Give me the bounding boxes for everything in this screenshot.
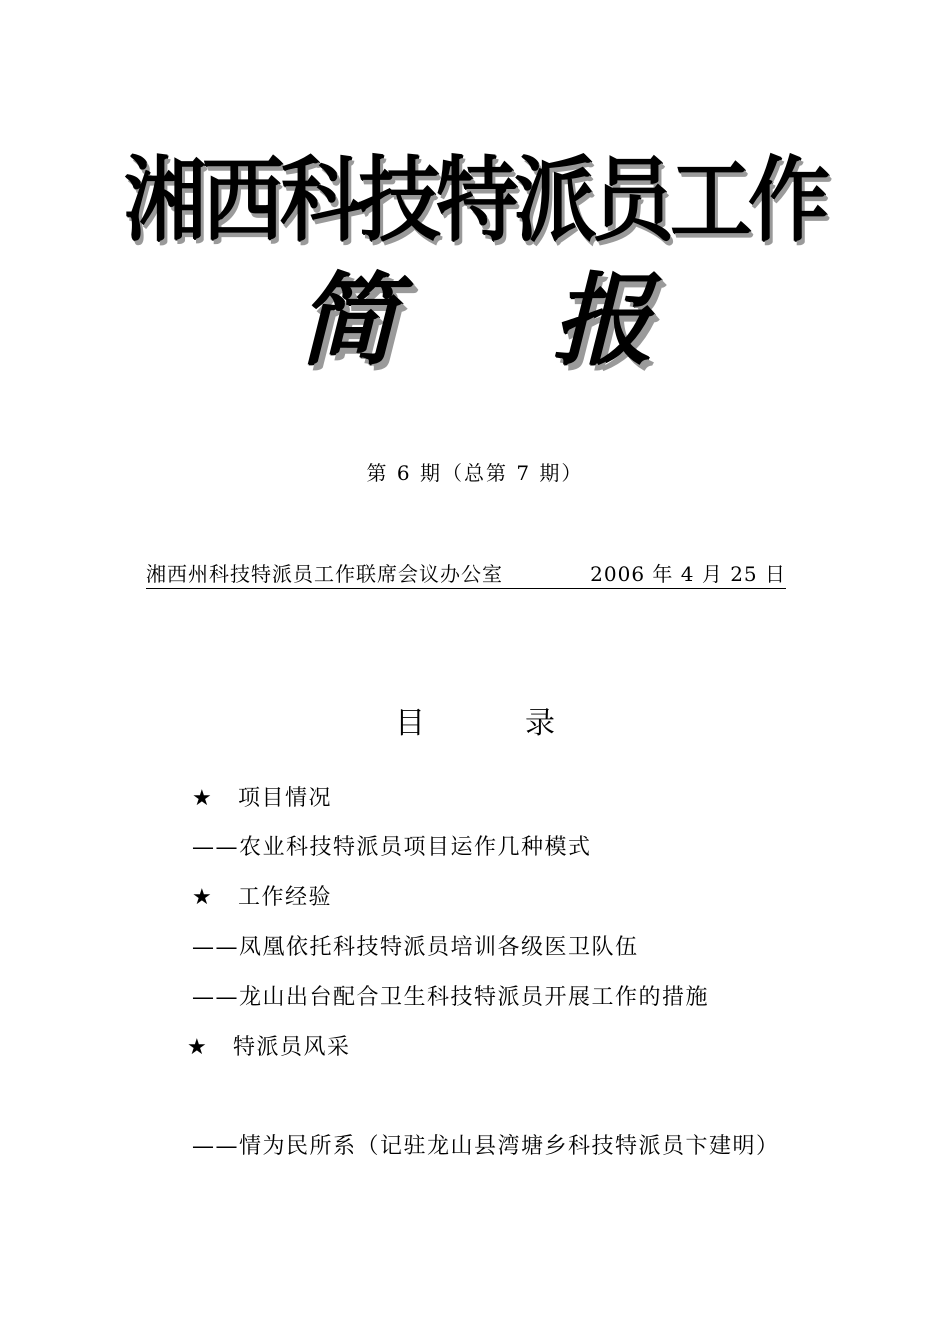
toc-heading bbox=[0, 702, 950, 746]
toc-entry: ——龙山出台配合卫生科技特派员开展工作的措施 bbox=[192, 985, 710, 1010]
star-icon: ★ bbox=[187, 1035, 209, 1060]
star-icon: ★ bbox=[192, 786, 214, 811]
toc-section-label: 特派员风采 bbox=[233, 1035, 351, 1060]
toc-heading-left: 目 bbox=[395, 706, 425, 741]
star-icon: ★ bbox=[192, 885, 214, 910]
toc-section bbox=[192, 882, 332, 914]
bulletin-subtitle: 简 报 bbox=[297, 262, 713, 379]
issue-number: 第 6 期（总第 7 期） bbox=[366, 461, 584, 485]
toc-section-label: 工作经验 bbox=[238, 885, 333, 910]
publisher-office: 湘西州科技特派员工作联席会议办公室 bbox=[146, 562, 503, 586]
toc-entry: ——农业科技特派员项目运作几种模式 bbox=[192, 835, 592, 860]
toc-entry: ——情为民所系（记驻龙山县湾塘乡科技特派员卞建明） bbox=[192, 1134, 780, 1159]
publish-date: 2006 年 4 月 25 日 bbox=[590, 562, 786, 586]
toc-heading-right: 录 bbox=[525, 706, 555, 741]
toc-entry: ——凤凰依托科技特派员培训各级医卫队伍 bbox=[192, 935, 639, 960]
publisher-line bbox=[146, 560, 786, 589]
toc-section-label: 项目情况 bbox=[238, 786, 333, 811]
toc-section bbox=[187, 1032, 351, 1064]
bulletin-title: 湘西科技特派员工作 bbox=[123, 147, 826, 255]
toc-section bbox=[192, 783, 332, 815]
